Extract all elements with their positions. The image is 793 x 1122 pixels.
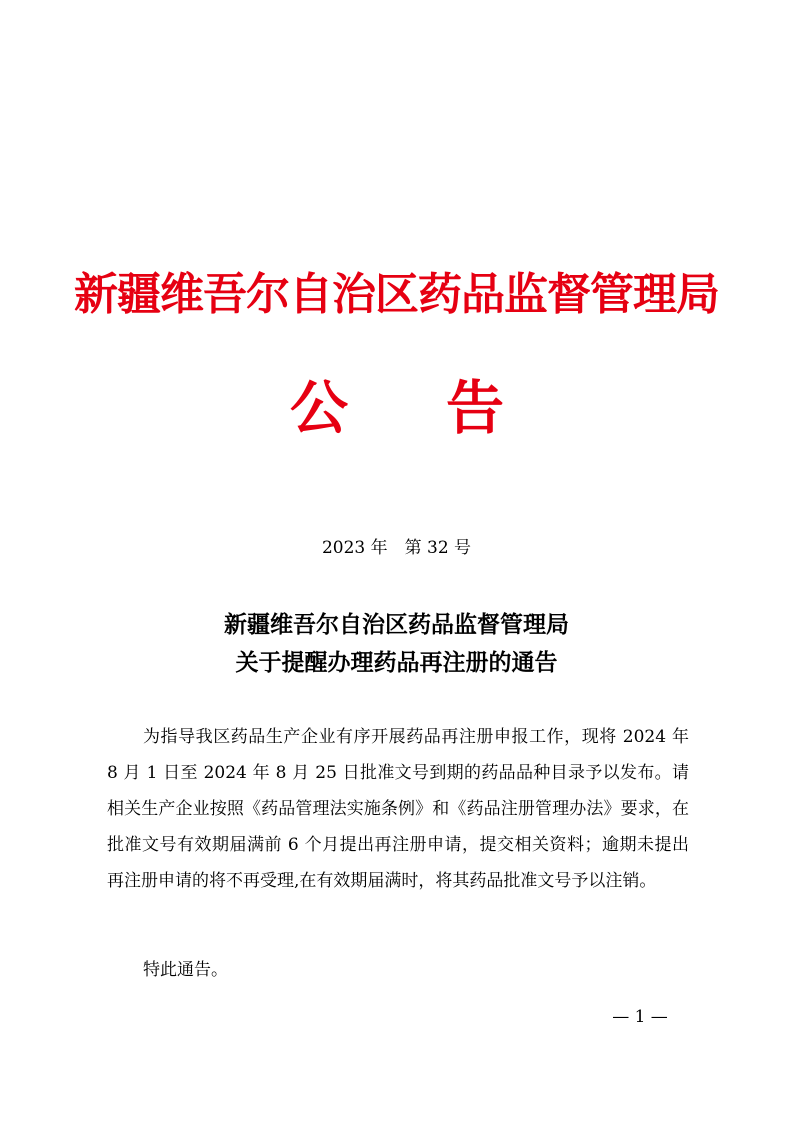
document-type-char-2: 告 <box>446 374 505 442</box>
document-type-char-1: 公 <box>290 374 349 442</box>
page-number: — 1 — <box>612 1007 668 1027</box>
closing-statement: 特此通告。 <box>143 960 228 980</box>
notice-title-line-2: 关于提醒办理药品再注册的通告 <box>235 649 558 676</box>
agency-header: 新疆维吾尔自治区药品监督管理局 <box>74 269 719 320</box>
document-number: 2023 年 第 32 号 <box>321 538 472 558</box>
notice-body <box>107 719 689 899</box>
document-type-heading <box>0 368 793 448</box>
notice-title-line-1: 新疆维吾尔自治区药品监督管理局 <box>224 611 569 638</box>
body-paragraph: 为指导我区药品生产企业有序开展药品再注册申报工作，现将 2024 年 8 月 1 日至 2024 年 8 月 25 日批准文号到期的药品品种目录予以发布。请相关生产企业按照《药品管理法实施条例》和《药品注册管理办法》要求，在批准文号有效期届满前 6 个月提出再注册申请，提交相关资料；逾期未提出再注册申请的将不再受理,在有效期届满时，将其药品批准文号予以注销。 <box>107 727 689 891</box>
notice-title <box>0 606 793 682</box>
